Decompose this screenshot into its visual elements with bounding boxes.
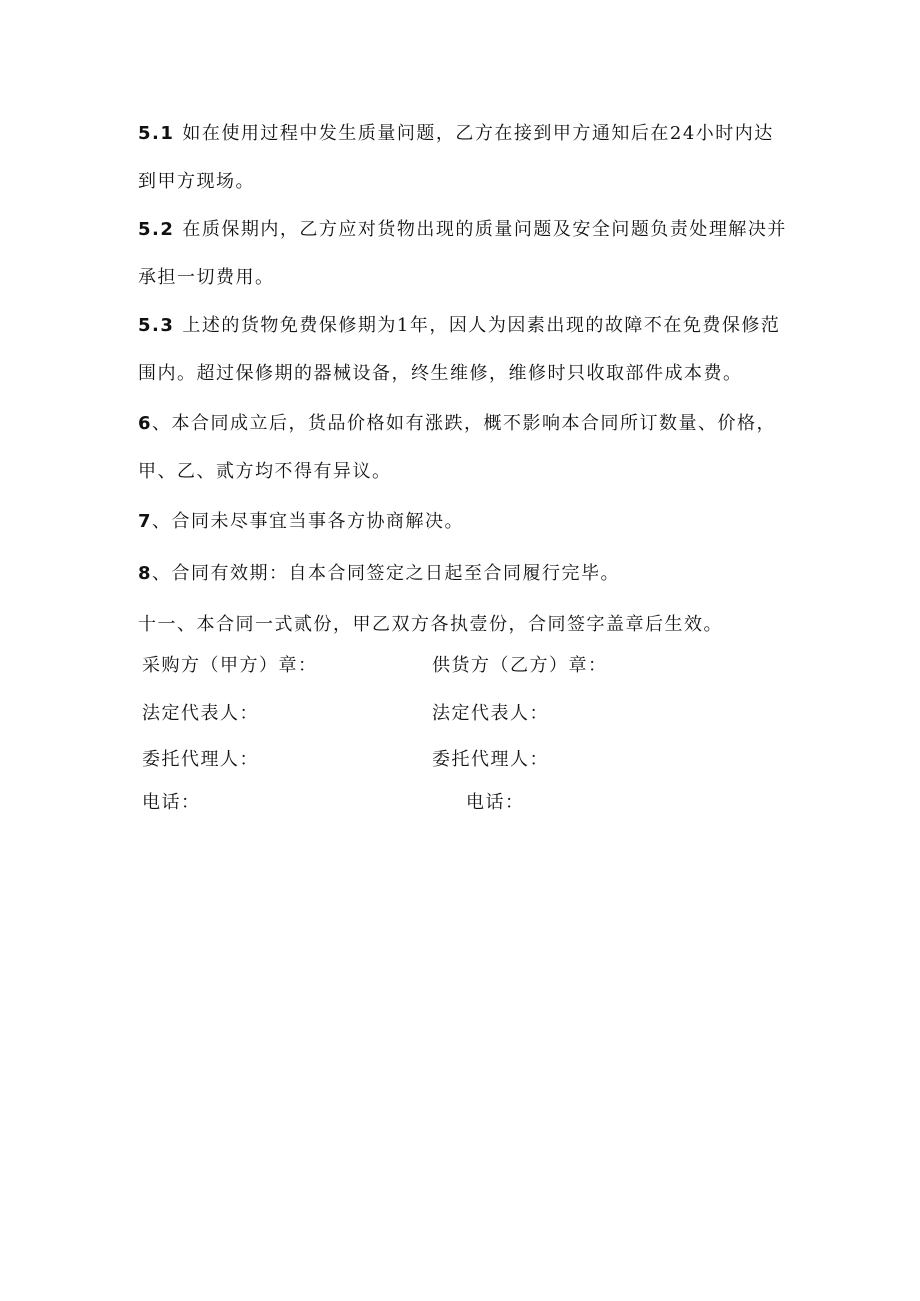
buyer-phone-label: 电话：	[142, 792, 201, 813]
clause-7	[138, 498, 788, 546]
clause-8	[138, 550, 788, 598]
supplier-legal-rep-label: 法定代表人：	[432, 703, 549, 724]
buyer-seal-label: 采购方（甲方）章：	[142, 655, 318, 676]
clause-text: 、合同未尽事宜当事各方协商解决。	[152, 511, 465, 532]
clause-text: 如在使用过程中发生质量问题，乙方在接到甲方通知后在24小时内达到甲方现场。	[138, 123, 774, 192]
clause-5-2	[138, 206, 788, 302]
clause-number: 6	[138, 413, 153, 434]
clause-5-3	[138, 302, 788, 398]
clause-text: 在质保期内，乙方应对货物出现的质量问题及安全问题负责处理解决并承担一切费用。	[138, 219, 787, 288]
clause-number: 5.1	[138, 123, 175, 144]
clause-text: 、本合同成立后，货品价格如有涨跌，概不影响本合同所订数量、价格，甲、乙、贰方均不得有异议。	[138, 413, 777, 482]
clause-5-1	[138, 110, 788, 206]
buyer-legal-rep-label: 法定代表人：	[142, 703, 259, 724]
clause-number: 5.3	[138, 315, 175, 336]
clause-text: 上述的货物免费保修期为1年，因人为因素出现的故障不在免费保修范围内。超过保修期的器械设备，终生维修，维修时只收取部件成本费。	[138, 315, 781, 384]
supplier-phone-label: 电话：	[466, 792, 525, 813]
clause-11: 十一、本合同一式贰份，甲乙双方各执壹份，合同签字盖章后生效。	[138, 614, 723, 635]
supplier-agent-label: 委托代理人：	[432, 749, 549, 770]
clause-number: 7	[138, 511, 153, 532]
clause-number: 5.2	[138, 219, 175, 240]
clause-text: 、合同有效期：自本合同签定之日起至合同履行完毕。	[152, 563, 621, 584]
supplier-seal-label: 供货方（乙方）章：	[432, 655, 608, 676]
buyer-agent-label: 委托代理人：	[142, 749, 259, 770]
clause-6	[138, 400, 788, 496]
clause-number: 8	[138, 563, 153, 584]
